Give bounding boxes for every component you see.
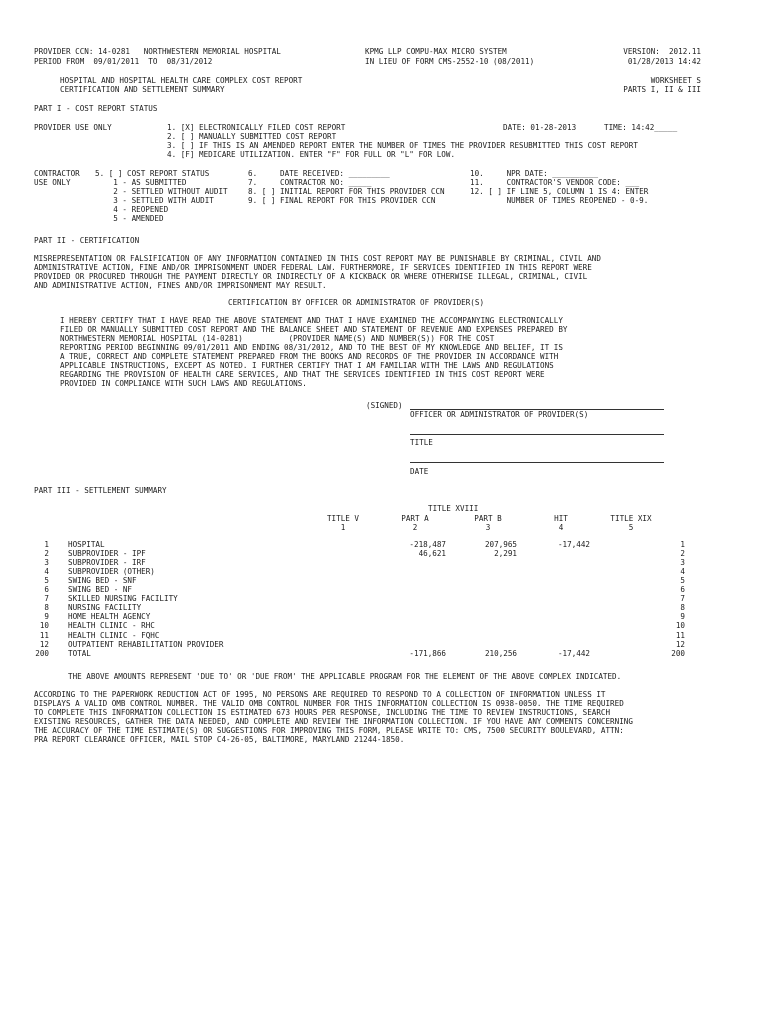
status-line-1: 1. [X] ELECTRONICALLY FILED COST REPORT	[167, 123, 346, 132]
final-report: 9. [ ] FINAL REPORT FOR THIS PROVIDER CCN	[248, 196, 436, 205]
reopen-count: NUMBER OF TIMES REOPENED - 0-9.	[470, 196, 649, 205]
officer-label: OFFICER OR ADMINISTRATOR OF PROVIDER(S)	[410, 410, 589, 419]
status-option-1: 1 - AS SUBMITTED	[95, 178, 187, 187]
system-name: KPMG LLP COMPU-MAX MICRO SYSTEM	[365, 47, 507, 56]
provider-use-only: PROVIDER USE ONLY	[34, 123, 112, 132]
status-option-2: 2 - SETTLED WITHOUT AUDIT	[95, 187, 228, 196]
title-xviii-label: TITLE XVIII	[428, 504, 479, 513]
cert-line: FILED OR MANUALLY SUBMITTED COST REPORT AND THE BALANCE SHEET AND STATEMENT OF REVENUE AND EXPENSES PREPARED BY	[60, 325, 568, 334]
part2-heading: PART II - CERTIFICATION	[34, 236, 140, 245]
use-only-label: USE ONLY	[34, 178, 71, 187]
row-description: HEALTH CLINIC - FQHC	[68, 631, 160, 640]
row-line-number-right: 2	[680, 549, 685, 558]
col-header-part-b: PART B	[474, 514, 502, 523]
col-header-part-a: PART A	[401, 514, 429, 523]
title-label: TITLE	[410, 438, 433, 447]
row-line-number-right: 8	[680, 603, 685, 612]
status-option-5: 5. [ ] COST REPORT STATUS	[95, 169, 210, 178]
col-num: 3	[485, 523, 491, 532]
row-value: 2,291	[494, 549, 517, 558]
row-line-number-right: 10	[675, 621, 685, 630]
col-header-title-xix: TITLE XIX	[610, 514, 652, 523]
filed-time: TIME: 14:42_____	[604, 123, 678, 132]
row-value: 207,965	[484, 540, 517, 549]
row-description: HOME HEALTH AGENCY	[68, 612, 151, 621]
status-line-4: 4. [F] MEDICARE UTILIZATION. ENTER "F" FOR FULL OR "L" FOR LOW.	[167, 150, 456, 159]
row-line-number: 3	[44, 558, 49, 567]
row-line-number: 11	[39, 631, 49, 640]
cert-line: PROVIDED IN COMPLIANCE WITH SUCH LAWS AND REGULATIONS.	[60, 379, 307, 388]
status-option-amended: 5 - AMENDED	[95, 214, 164, 223]
worksheet-label: WORKSHEET S	[650, 76, 701, 85]
row-value: -17,442	[557, 540, 590, 549]
row-value: 46,621	[418, 549, 446, 558]
pra-line: ACCORDING TO THE PAPERWORK REDUCTION ACT OF 1995, NO PERSONS ARE REQUIRED TO RESPOND TO A COLLECTION OF INFORMATION UNLESS IT	[34, 690, 606, 699]
cert-line: A TRUE, CORRECT AND COMPLETE STATEMENT PREPARED FROM THE BOOKS AND RECORDS OF THE PROVIDER IN ACCORDANCE WITH	[60, 352, 559, 361]
row-value: -17,442	[557, 649, 590, 658]
amounts-note: THE ABOVE AMOUNTS REPRESENT 'DUE TO' OR 'DUE FROM' THE APPLICABLE PROGRAM FOR THE ELEMENT OF THE ABOVE COMPLEX INDICATED.	[68, 672, 622, 681]
row-line-number: 9	[44, 612, 49, 621]
title-line[interactable]	[410, 434, 664, 435]
part1-heading: PART I - COST REPORT STATUS	[34, 104, 158, 113]
provider-ccn: PROVIDER CCN: 14-0281 NORTHWESTERN MEMORIAL HOSPITAL	[34, 47, 281, 56]
row-description: NURSING FACILITY	[68, 603, 142, 612]
row-line-number-right: 12	[675, 640, 685, 649]
row-line-number-right: 9	[680, 612, 685, 621]
row-description: HEALTH CLINIC - RHC	[68, 621, 155, 630]
certification-heading: CERTIFICATION BY OFFICER OR ADMINISTRATOR OF PROVIDER(S)	[228, 298, 485, 307]
date-received: 6. DATE RECEIVED: _________	[248, 169, 390, 178]
warning-line: AND ADMINISTRATIVE ACTION, FINES AND/OR IMPRISONMENT MAY RESULT.	[34, 281, 327, 290]
period: PERIOD FROM 09/01/2011 TO 08/31/2012	[34, 57, 213, 66]
row-description: SKILLED NURSING FACILITY	[68, 594, 178, 603]
cert-line: NORTHWESTERN MEMORIAL HOSPITAL (14-0281) (PROVIDER NAME(S) AND NUMBER(S)) FOR THE COST	[60, 334, 495, 343]
row-line-number: 2	[44, 549, 49, 558]
cert-line: REGARDING THE PROVISION OF HEALTH CARE SERVICES, AND THAT THE SERVICES IDENTIFIED IN THIS COST REPORT WERE	[60, 370, 545, 379]
row-line-number-right: 5	[680, 576, 685, 585]
row-line-number: 1	[44, 540, 49, 549]
col-header-hit: HIT	[554, 514, 568, 523]
row-line-number-right: 11	[675, 631, 685, 640]
vendor-code: 11. CONTRACTOR'S VENDOR CODE: ___	[470, 178, 640, 187]
warning-line: MISREPRESENTATION OR FALSIFICATION OF ANY INFORMATION CONTAINED IN THIS COST REPORT MAY BE PUNISHABLE BY CRIMINAL, CIVIL AND	[34, 254, 601, 263]
contractor-label: CONTRACTOR	[34, 169, 80, 178]
row-line-number: 200	[35, 649, 49, 658]
row-description: TOTAL	[68, 649, 91, 658]
contractor-no: 7. CONTRACTOR NO: _____	[248, 178, 372, 187]
parts-label: PARTS I, II & III	[623, 85, 701, 94]
pra-line: TO COMPLETE THIS INFORMATION COLLECTION IS ESTIMATED 673 HOURS PER RESPONSE, INCLUDING THE TIME TO REVIEW INSTRUCTIONS, SEARCH	[34, 708, 611, 717]
row-value: -218,487	[409, 540, 446, 549]
cert-line: I HEREBY CERTIFY THAT I HAVE READ THE ABOVE STATEMENT AND THAT I HAVE EXAMINED THE ACCOMPANYING ELECTRONICALLY	[60, 316, 563, 325]
row-description: SWING BED - SNF	[68, 576, 137, 585]
row-line-number-right: 4	[680, 567, 685, 576]
pra-line: DISPLAYS A VALID OMB CONTROL NUMBER. THE VALID OMB CONTROL NUMBER FOR THIS INFORMATION COLLECTION IS 0938-0050. THE TIME REQUIRED	[34, 699, 624, 708]
npr-date: 10. NPR DATE: __________	[470, 169, 599, 178]
cert-line: REPORTING PERIOD BEGINNING 09/01/2011 AND ENDING 08/31/2012, AND TO THE BEST OF MY KNOWLEDGE AND BELIEF, IT IS	[60, 343, 563, 352]
col-num: 2	[412, 523, 418, 532]
report-subtitle: CERTIFICATION AND SETTLEMENT SUMMARY	[60, 85, 225, 94]
col-num: 4	[558, 523, 564, 532]
row-line-number-right: 3	[680, 558, 685, 567]
pra-line: PRA REPORT CLEARANCE OFFICER, MAIL STOP C4-26-05, BALTIMORE, MARYLAND 21244-1850.	[34, 735, 405, 744]
warning-line: ADMINISTRATIVE ACTION, FINE AND/OR IMPRISONMENT UNDER FEDERAL LAW. FURTHERMORE, IF SERVICES IDENTIFIED IN THIS REPORT WERE	[34, 263, 592, 272]
signed-label: (SIGNED)	[366, 401, 403, 410]
report-datetime: 01/28/2013 14:42	[627, 57, 701, 66]
warning-line: PROVIDED OR PROCURED THROUGH THE PAYMENT DIRECTLY OR INDIRECTLY OF A KICKBACK OR WHERE OTHERWISE ILLEGAL, CRIMINAL, CIVIL	[34, 272, 588, 281]
row-description: SUBPROVIDER (OTHER)	[68, 567, 155, 576]
row-value: 210,256	[484, 649, 517, 658]
row-description: SUBPROVIDER - IRF	[68, 558, 146, 567]
row-line-number-right: 200	[671, 649, 685, 658]
pra-line: THE ACCURACY OF THE TIME ESTIMATE(S) OR SUGGESTIONS FOR IMPROVING THIS FORM, PLEASE WRITE TO: CMS, 7500 SECURITY BOULEVARD, ATTN:	[34, 726, 624, 735]
row-line-number: 8	[44, 603, 49, 612]
row-line-number: 5	[44, 576, 49, 585]
status-option-3: 3 - SETTLED WITH AUDIT	[95, 196, 214, 205]
row-description: OUTPATIENT REHABILITATION PROVIDER	[68, 640, 224, 649]
row-line-number-right: 6	[680, 585, 685, 594]
row-line-number: 10	[39, 621, 49, 630]
report-title: HOSPITAL AND HOSPITAL HEALTH CARE COMPLEX COST REPORT	[60, 76, 303, 85]
status-line-3: 3. [ ] IF THIS IS AN AMENDED REPORT ENTER THE NUMBER OF TIMES THE PROVIDER RESUBMITTED THIS COST REPORT	[167, 141, 638, 150]
initial-report: 8. [ ] INITIAL REPORT FOR THIS PROVIDER CCN	[248, 187, 445, 196]
col-header-title-v: TITLE V	[326, 514, 359, 523]
row-line-number: 12	[39, 640, 49, 649]
row-line-number-right: 7	[680, 594, 685, 603]
status-option-4: 4 - REOPENED	[95, 205, 169, 214]
form-reference: IN LIEU OF FORM CMS-2552-10 (08/2011)	[365, 57, 535, 66]
part3-heading: PART III - SETTLEMENT SUMMARY	[34, 486, 167, 495]
pra-line: EXISTING RESOURCES, GATHER THE DATA NEEDED, AND COMPLETE AND REVIEW THE INFORMATION COLLECTION. IF YOU HAVE ANY COMMENTS CONCERNING	[34, 717, 633, 726]
row-line-number: 7	[44, 594, 49, 603]
row-line-number-right: 1	[680, 540, 685, 549]
status-line-2: 2. [ ] MANUALLY SUBMITTED COST REPORT	[167, 132, 337, 141]
reopen-line: 12. [ ] IF LINE 5, COLUMN 1 IS 4: ENTER	[470, 187, 649, 196]
row-description: HOSPITAL	[68, 540, 105, 549]
date-line[interactable]	[410, 462, 664, 463]
col-num: 5	[628, 523, 634, 532]
date-label: DATE	[410, 467, 429, 476]
row-value: -171,866	[409, 649, 446, 658]
col-num: 1	[340, 523, 346, 532]
row-line-number: 4	[44, 567, 49, 576]
filed-date: DATE: 01-28-2013	[503, 123, 577, 132]
row-description: SWING BED - NF	[68, 585, 133, 594]
version: VERSION: 2012.11	[623, 47, 701, 56]
row-description: SUBPROVIDER - IPF	[68, 549, 146, 558]
row-line-number: 6	[44, 585, 49, 594]
cert-line: APPLICABLE INSTRUCTIONS, EXCEPT AS NOTED. I FURTHER CERTIFY THAT I AM FAMILIAR WITH THE LAWS AND REGULATIONS	[60, 361, 554, 370]
